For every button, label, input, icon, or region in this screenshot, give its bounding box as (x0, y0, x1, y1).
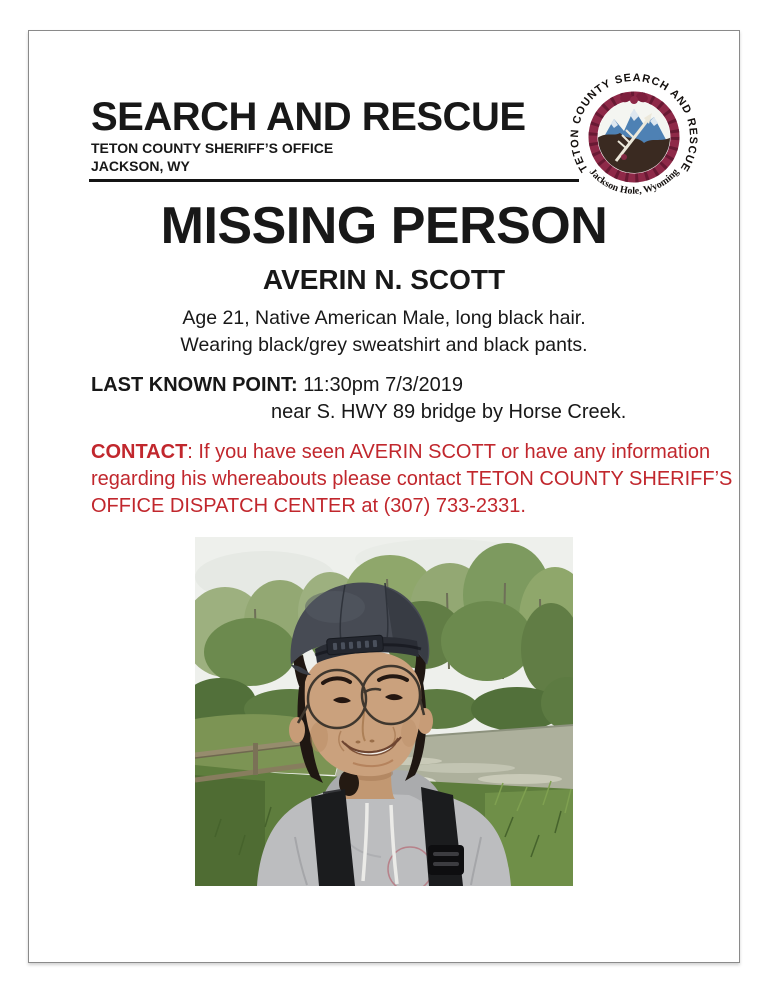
poster-page (28, 30, 740, 963)
last-known-label: LAST KNOWN POINT: (91, 374, 298, 396)
last-known-point (91, 372, 739, 426)
person-name: AVERIN N. SCOTT (262, 264, 506, 295)
header-divider (89, 179, 579, 182)
contact-line: CONTACT: If you have seen AVERIN SCOTT or have any information (91, 441, 711, 463)
contact-label: CONTACT (91, 441, 188, 463)
badge-arc-bottom-text: Jackson Hole, Wyoming (586, 166, 682, 197)
org-line2: JACKSON, WY (91, 158, 190, 174)
missing-person-heading: MISSING PERSON (160, 197, 608, 255)
page-title: SEARCH AND RESCUE (91, 95, 526, 139)
teton-sar-badge-icon (566, 69, 702, 205)
last-known-location: near S. HWY 89 bridge by Horse Creek. (271, 401, 627, 423)
last-known-value: 11:30pm 7/3/2019 (303, 374, 463, 396)
description (29, 305, 739, 359)
contact-line: OFFICE DISPATCH CENTER at (307) 733-2331. (91, 495, 526, 517)
description-line: Wearing black/grey sweatshirt and black pants. (180, 334, 588, 356)
missing-person-photo (195, 537, 573, 886)
description-line: Age 21, Native American Male, long black hair. (182, 307, 586, 329)
contact-line: regarding his whereabouts please contact TETON COUNTY SHERIFF’S (91, 468, 733, 490)
badge-arc-top-text: TETON COUNTY SEARCH AND RESCUE (568, 71, 700, 175)
contact-block (91, 439, 739, 520)
org-line1: TETON COUNTY SHERIFF’S OFFICE (91, 140, 334, 156)
